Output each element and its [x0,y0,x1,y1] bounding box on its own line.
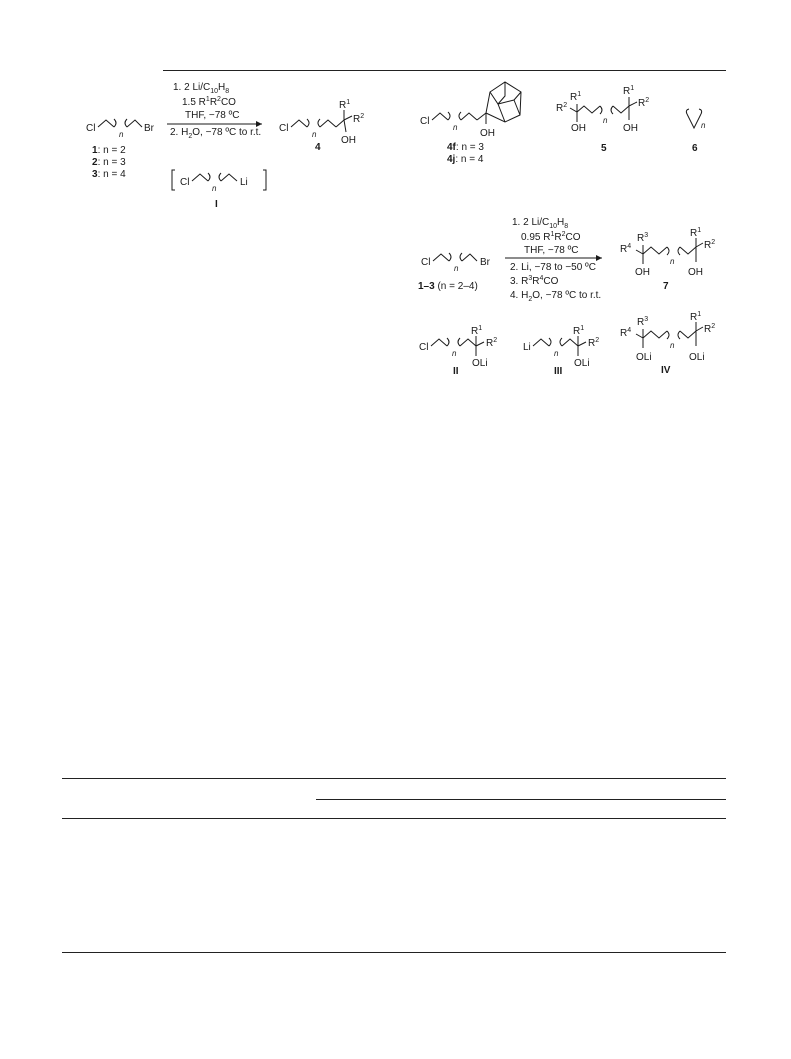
atom-cl: Cl [421,257,431,268]
atom-cl: Cl [279,123,289,134]
scheme-2 [418,217,715,377]
label-4f: 4f: n = 3 [447,142,484,153]
r1-label-right: $R^1$ [623,85,635,97]
atom-oh-right: OH [688,267,703,278]
r1-label: $R^1$ [690,311,702,323]
cond-line-1: 1. 2 $Li/C_{10}H_8$ [173,82,230,95]
intermediate-IV [620,311,715,376]
starting-material-1 [86,119,155,139]
cond-2-line-3: THF, −78 ºC [524,245,579,256]
cond-2-line-4: 2. Li, −78 to −50 ºC [510,262,596,273]
atom-cl: Cl [420,116,430,127]
label-6: 6 [692,143,698,154]
product-4 [279,99,364,153]
atom-oli: OLi [574,358,590,369]
r2-label-right: $R^2$ [638,97,650,109]
atom-cl: Cl [86,123,96,134]
subscript-n: n [119,130,124,139]
subscript-n: n [453,123,458,132]
r2-label: $R^2$ [704,239,716,251]
intermediate-I [172,170,266,210]
atom-oli-left: OLi [636,352,652,363]
atom-oli: OLi [472,358,488,369]
structure-4f-4j [420,82,521,165]
atom-cl: Cl [419,342,429,353]
structure-6 [686,109,706,154]
subscript-n: n [554,349,559,358]
subscript-n: n [312,130,317,139]
r1-label: $R^1$ [471,325,483,337]
r2-label-left: $R^2$ [556,102,568,114]
subscript-n: n [670,257,675,266]
label-7: 7 [663,281,669,292]
label-IV: IV [661,365,671,376]
r1-label: $R^1$ [690,227,702,239]
label-III: III [554,366,563,377]
label-4j: 4j: n = 4 [447,154,484,165]
atom-li: Li [523,342,531,353]
subscript-n: n [701,121,706,130]
subscript-n: n [454,264,459,273]
cond-2-line-1: 1. 2 $Li/C_{10}H_8$ [512,217,569,230]
product-7 [620,227,715,292]
atom-li: Li [240,177,248,188]
starting-material-2 [418,253,491,292]
label-5: 5 [601,143,607,154]
atom-oh-left: OH [571,123,586,134]
cond-line-3: THF, −78 ºC [185,110,240,121]
atom-br: Br [480,257,490,268]
intermediate-III [523,325,599,377]
r2-label: $R^2$ [353,113,365,125]
structure-5 [556,85,649,154]
cond-line-4: 2. $H_2O$, −78 ºC to r.t. [170,127,262,140]
subscript-n: n [670,341,675,350]
r1-label: $R^1$ [339,99,351,111]
atom-oli-right: OLi [689,352,705,363]
label-2: 2: n = 3 [92,157,126,168]
label-4: 4 [315,142,321,153]
r2-label: $R^2$ [588,337,600,349]
label-1: 1: n = 2 [92,145,126,156]
label-1-3: 1–3 (n = 2–4) [418,281,478,292]
label-I: I [215,199,218,210]
label-II: II [453,366,459,377]
scheme-1 [86,82,364,210]
r3-label: $R^3$ [637,316,649,328]
r1-label: $R^1$ [573,325,585,337]
atom-cl: Cl [180,177,190,188]
subscript-n: n [212,184,217,193]
r4-label: $R^4$ [620,243,632,255]
subscript-n: n [603,116,608,125]
atom-oh: OH [480,128,495,139]
atom-oh: OH [341,135,356,146]
scheme-1-conditions [170,82,261,140]
scheme-2-conditions [510,217,601,303]
compound-labels-1-3 [92,145,126,180]
r2-label: $R^2$ [704,323,716,335]
cond-2-line-2: 0.95 $R^1R^2CO$ [521,231,581,243]
atom-oh-left: OH [635,267,650,278]
cond-line-2: 1.5 $R^1R^2CO$ [182,96,236,108]
intermediate-II [419,325,497,377]
r4-label: $R^4$ [620,327,632,339]
subscript-n: n [452,349,457,358]
atom-oh-right: OH [623,123,638,134]
atom-br: Br [144,123,154,134]
cond-2-line-5: 3. $R^3R^4CO$ [510,275,559,287]
arrowhead-2 [596,255,602,261]
r3-label: $R^3$ [637,232,649,244]
r2-label: $R^2$ [486,337,498,349]
cond-2-line-6: 4. $H_2O$, −78 ºC to r.t. [510,290,602,303]
label-3: 3: n = 4 [92,169,126,180]
r1-label-left: $R^1$ [570,91,582,103]
